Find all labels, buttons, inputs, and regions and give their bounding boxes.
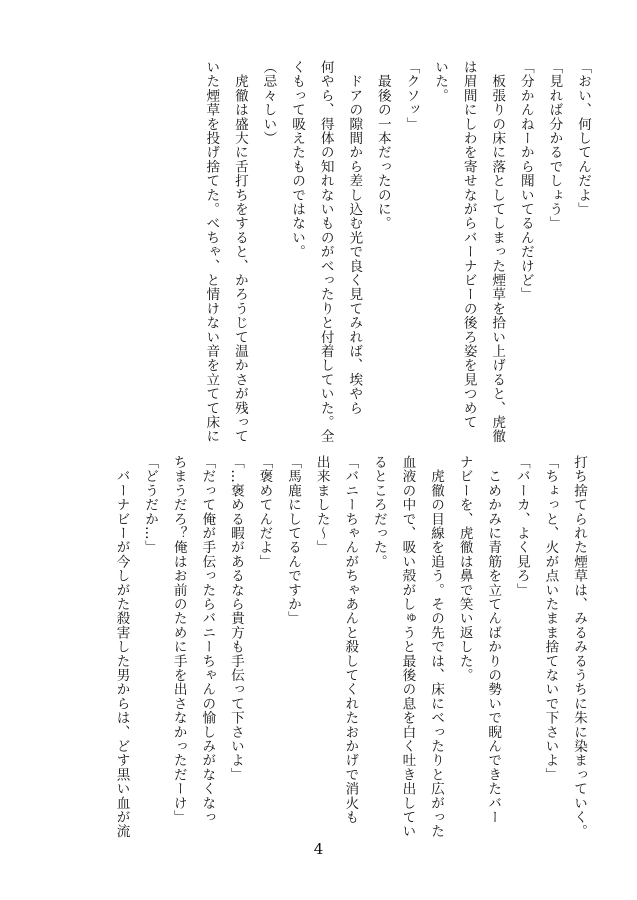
text-line: くもって吸えたものではない。 bbox=[289, 60, 306, 259]
text-line: 「だって俺が手伝ったらバニーちゃんの愉しみがなくなっ bbox=[199, 455, 216, 825]
text-line: こめかみに青筋を立てんばかりの勢いで睨んできたバー bbox=[485, 455, 502, 825]
lower-text-block bbox=[107, 455, 593, 843]
text-line: いた煙草を投げ捨てた。べちゃ、と情けない音を立てて床に bbox=[203, 60, 220, 444]
text-line: 「どうだか…」 bbox=[142, 455, 159, 555]
text-line: 打ち捨てられた煙草は、みるみるうちに朱に染まっていく。 bbox=[571, 455, 587, 839]
upper-text-block bbox=[197, 60, 597, 452]
text-line: 板張りの床に落としてしまった煙草を拾い上げると、虎徹 bbox=[489, 60, 506, 444]
text-line: るところだった。 bbox=[370, 455, 387, 569]
text-line: 「褒めてんだよ」 bbox=[256, 455, 273, 569]
text-line: 「バーカ、よく見ろ」 bbox=[513, 455, 530, 597]
text-line: 虎徹は盛大に舌打ちをすると、かろうじて温かさが残って bbox=[231, 60, 248, 444]
text-line: バーナビーが今しがた殺害した男からは、どす黒い血が流 bbox=[113, 455, 130, 839]
text-line: 出来ました～」 bbox=[313, 455, 330, 555]
text-line: 「ちょっと、火が点いたまま捨てないで下さいよ」 bbox=[542, 455, 559, 782]
text-line: 「馬鹿にしてるんですか」 bbox=[285, 455, 302, 626]
text-line: ナビーを、虎徹は鼻で笑い返した。 bbox=[456, 455, 473, 683]
text-line: は眉間にしわを寄せながらバーナビーの後ろ姿を見つめて bbox=[460, 60, 477, 430]
text-line: 血液の中で、吸い殻がしゅうと最後の息を白く吐き出してい bbox=[399, 455, 416, 839]
text-line: （忌々しい） bbox=[260, 60, 277, 146]
text-line: いた。 bbox=[432, 60, 449, 103]
text-line: 「…褒める暇があるなら貴方も手伝って下さいよ」 bbox=[227, 455, 244, 782]
text-line: 虎徹の目線を追う。その先では、床にべったりと広がった bbox=[428, 455, 445, 839]
text-line: 「バニーちゃんがちゃあんと殺してくれたおかげで消火も bbox=[342, 455, 359, 825]
text-line: 「クソッ」 bbox=[403, 60, 420, 131]
text-line: 最後の一本だったのに。 bbox=[374, 60, 391, 231]
text-line: 「おい、何してんだよ」 bbox=[575, 60, 591, 217]
text-line: ちまうだろ？俺はお前のために手を出さなかっただーけ」 bbox=[170, 455, 187, 825]
page-number: 4 bbox=[313, 840, 324, 858]
text-line: 「分かんねーから聞いてるんだけど」 bbox=[517, 60, 534, 302]
text-line: ドアの隙間から差し込む光で良く見てみれば、埃やら bbox=[346, 60, 363, 415]
text-line: 「見れば分かるでしょう」 bbox=[546, 60, 563, 231]
text-line: 何やら、得体の知れないものがべったりと付着していた。全 bbox=[317, 60, 334, 444]
